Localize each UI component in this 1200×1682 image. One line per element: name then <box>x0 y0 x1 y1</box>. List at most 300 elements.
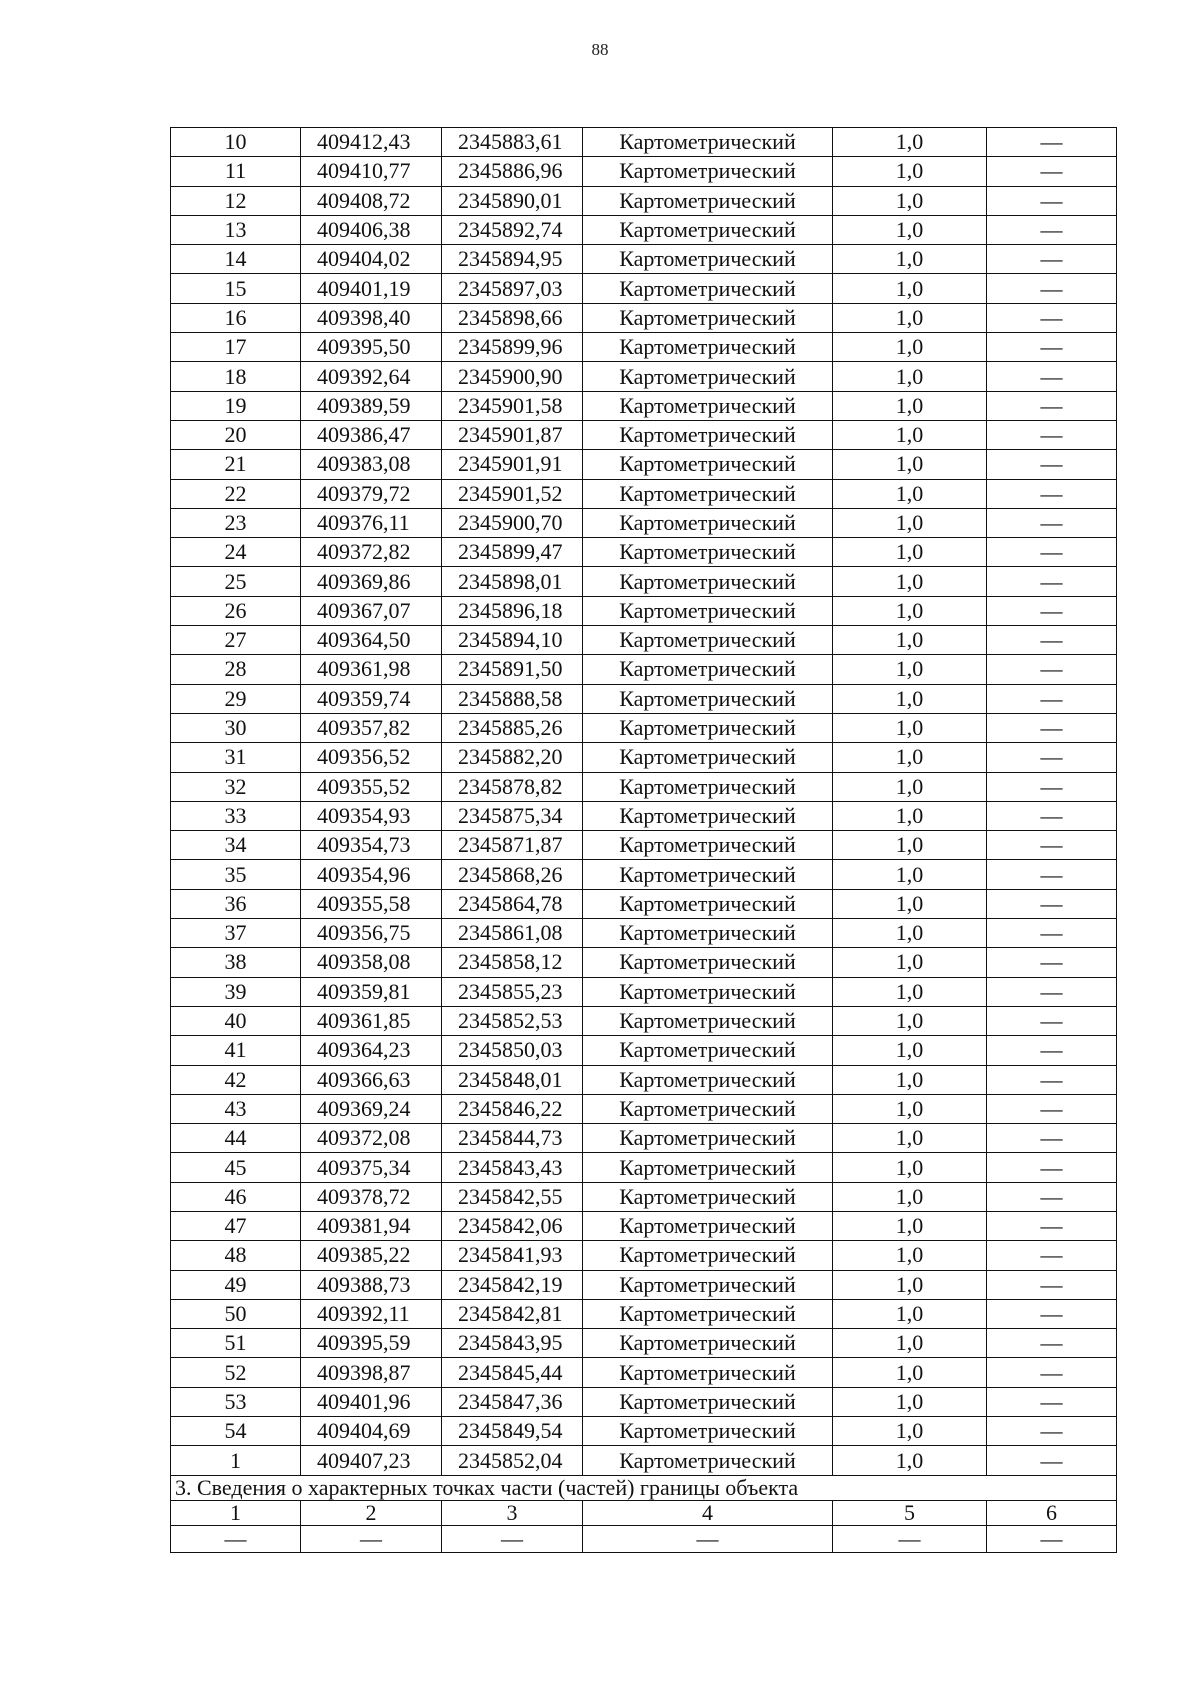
table-row <box>171 186 1117 215</box>
description: — <box>987 450 1117 479</box>
point-number: 20 <box>171 420 301 449</box>
description: — <box>987 801 1117 830</box>
accuracy: 1,0 <box>833 303 987 332</box>
description: — <box>987 1329 1117 1358</box>
accuracy: 1,0 <box>833 919 987 948</box>
accuracy: 1,0 <box>833 1036 987 1065</box>
accuracy: 1,0 <box>833 1241 987 1270</box>
description: — <box>987 889 1117 918</box>
coord-y: 2345871,87 <box>442 831 583 860</box>
accuracy: 1,0 <box>833 977 987 1006</box>
column-number: 6 <box>987 1500 1117 1525</box>
table-row <box>171 1094 1117 1123</box>
method: Картометрический <box>583 713 833 742</box>
method: Картометрический <box>583 743 833 772</box>
method: Картометрический <box>583 1153 833 1182</box>
coord-y: 2345843,95 <box>442 1329 583 1358</box>
coord-x: 409358,08 <box>301 948 442 977</box>
point-number: 41 <box>171 1036 301 1065</box>
table-row <box>171 1006 1117 1035</box>
method: Картометрический <box>583 1329 833 1358</box>
point-number: 39 <box>171 977 301 1006</box>
empty-cell: — <box>583 1525 833 1552</box>
coord-x: 409392,64 <box>301 362 442 391</box>
coord-y: 2345898,01 <box>442 567 583 596</box>
point-number: 28 <box>171 655 301 684</box>
method: Картометрический <box>583 1094 833 1123</box>
coord-y: 2345868,26 <box>442 860 583 889</box>
coord-x: 409364,23 <box>301 1036 442 1065</box>
method: Картометрический <box>583 977 833 1006</box>
method: Картометрический <box>583 1299 833 1328</box>
coord-y: 2345891,50 <box>442 655 583 684</box>
coord-y: 2345896,18 <box>442 596 583 625</box>
point-number: 48 <box>171 1241 301 1270</box>
description: — <box>987 1270 1117 1299</box>
coord-x: 409386,47 <box>301 420 442 449</box>
table-row <box>171 684 1117 713</box>
accuracy: 1,0 <box>833 860 987 889</box>
point-number: 35 <box>171 860 301 889</box>
point-number: 18 <box>171 362 301 391</box>
accuracy: 1,0 <box>833 245 987 274</box>
method: Картометрический <box>583 1211 833 1240</box>
accuracy: 1,0 <box>833 772 987 801</box>
coord-y: 2345846,22 <box>442 1094 583 1123</box>
accuracy: 1,0 <box>833 655 987 684</box>
section-3-empty-row <box>171 1525 1117 1552</box>
accuracy: 1,0 <box>833 1153 987 1182</box>
point-number: 21 <box>171 450 301 479</box>
coord-y: 2345888,58 <box>442 684 583 713</box>
coord-y: 2345850,03 <box>442 1036 583 1065</box>
method: Картометрический <box>583 1036 833 1065</box>
table-row <box>171 303 1117 332</box>
table-row <box>171 567 1117 596</box>
accuracy: 1,0 <box>833 186 987 215</box>
table-row <box>171 1329 1117 1358</box>
table-row <box>171 743 1117 772</box>
coord-x: 409398,87 <box>301 1358 442 1387</box>
description: — <box>987 508 1117 537</box>
coord-x: 409379,72 <box>301 479 442 508</box>
coord-y: 2345901,58 <box>442 391 583 420</box>
coord-y: 2345886,96 <box>442 157 583 186</box>
point-number: 26 <box>171 596 301 625</box>
coord-x: 409355,52 <box>301 772 442 801</box>
table-row <box>171 1446 1117 1475</box>
point-number: 32 <box>171 772 301 801</box>
table-row <box>171 801 1117 830</box>
table-row <box>171 157 1117 186</box>
coord-y: 2345898,66 <box>442 303 583 332</box>
accuracy: 1,0 <box>833 684 987 713</box>
method: Картометрический <box>583 889 833 918</box>
accuracy: 1,0 <box>833 948 987 977</box>
accuracy: 1,0 <box>833 1124 987 1153</box>
coord-y: 2345875,34 <box>442 801 583 830</box>
description: — <box>987 1182 1117 1211</box>
table-row <box>171 1241 1117 1270</box>
coord-y: 2345894,10 <box>442 626 583 655</box>
method: Картометрический <box>583 1417 833 1446</box>
table-row <box>171 1065 1117 1094</box>
coord-x: 409395,50 <box>301 333 442 362</box>
description: — <box>987 772 1117 801</box>
point-number: 12 <box>171 186 301 215</box>
table-row <box>171 889 1117 918</box>
point-number: 22 <box>171 479 301 508</box>
table-row <box>171 1153 1117 1182</box>
method: Картометрический <box>583 860 833 889</box>
method: Картометрический <box>583 362 833 391</box>
coord-x: 409356,75 <box>301 919 442 948</box>
point-number: 23 <box>171 508 301 537</box>
method: Картометрический <box>583 128 833 157</box>
column-number: 1 <box>171 1500 301 1525</box>
coord-x: 409366,63 <box>301 1065 442 1094</box>
coord-y: 2345883,61 <box>442 128 583 157</box>
coord-y: 2345852,04 <box>442 1446 583 1475</box>
description: — <box>987 567 1117 596</box>
coord-x: 409354,93 <box>301 801 442 830</box>
coord-y: 2345843,43 <box>442 1153 583 1182</box>
description: — <box>987 245 1117 274</box>
coord-x: 409364,50 <box>301 626 442 655</box>
coord-x: 409392,11 <box>301 1299 442 1328</box>
table-row <box>171 860 1117 889</box>
accuracy: 1,0 <box>833 1329 987 1358</box>
table-row <box>171 626 1117 655</box>
point-number: 34 <box>171 831 301 860</box>
coord-x: 409401,96 <box>301 1387 442 1416</box>
point-number: 13 <box>171 215 301 244</box>
coord-x: 409356,52 <box>301 743 442 772</box>
point-number: 15 <box>171 274 301 303</box>
table-row <box>171 450 1117 479</box>
coord-x: 409359,74 <box>301 684 442 713</box>
coord-x: 409398,40 <box>301 303 442 332</box>
method: Картометрический <box>583 655 833 684</box>
point-number: 50 <box>171 1299 301 1328</box>
coord-y: 2345894,95 <box>442 245 583 274</box>
coord-x: 409408,72 <box>301 186 442 215</box>
empty-cell: — <box>171 1525 301 1552</box>
description: — <box>987 1417 1117 1446</box>
coord-y: 2345841,93 <box>442 1241 583 1270</box>
description: — <box>987 420 1117 449</box>
point-number: 38 <box>171 948 301 977</box>
point-number: 46 <box>171 1182 301 1211</box>
coord-x: 409388,73 <box>301 1270 442 1299</box>
description: — <box>987 391 1117 420</box>
table-row <box>171 215 1117 244</box>
method: Картометрический <box>583 1387 833 1416</box>
accuracy: 1,0 <box>833 274 987 303</box>
coord-x: 409357,82 <box>301 713 442 742</box>
coord-x: 409406,38 <box>301 215 442 244</box>
table-row <box>171 391 1117 420</box>
accuracy: 1,0 <box>833 1417 987 1446</box>
column-number: 5 <box>833 1500 987 1525</box>
boundary-points-table <box>170 127 1117 1553</box>
point-number: 29 <box>171 684 301 713</box>
coord-x: 409404,02 <box>301 245 442 274</box>
coord-y: 2345900,90 <box>442 362 583 391</box>
coord-x: 409385,22 <box>301 1241 442 1270</box>
coord-y: 2345842,19 <box>442 1270 583 1299</box>
method: Картометрический <box>583 1124 833 1153</box>
coord-y: 2345845,44 <box>442 1358 583 1387</box>
point-number: 24 <box>171 538 301 567</box>
coord-y: 2345842,55 <box>442 1182 583 1211</box>
accuracy: 1,0 <box>833 333 987 362</box>
description: — <box>987 713 1117 742</box>
method: Картометрический <box>583 1358 833 1387</box>
description: — <box>987 1299 1117 1328</box>
coord-x: 409407,23 <box>301 1446 442 1475</box>
table-row <box>171 1270 1117 1299</box>
column-number: 2 <box>301 1500 442 1525</box>
accuracy: 1,0 <box>833 801 987 830</box>
point-number: 47 <box>171 1211 301 1240</box>
method: Картометрический <box>583 157 833 186</box>
description: — <box>987 128 1117 157</box>
coord-x: 409410,77 <box>301 157 442 186</box>
coord-x: 409369,86 <box>301 567 442 596</box>
point-number: 11 <box>171 157 301 186</box>
table-row <box>171 362 1117 391</box>
description: — <box>987 274 1117 303</box>
description: — <box>987 186 1117 215</box>
description: — <box>987 479 1117 508</box>
accuracy: 1,0 <box>833 889 987 918</box>
coord-y: 2345901,91 <box>442 450 583 479</box>
accuracy: 1,0 <box>833 743 987 772</box>
coord-x: 409367,07 <box>301 596 442 625</box>
method: Картометрический <box>583 391 833 420</box>
point-number: 42 <box>171 1065 301 1094</box>
coord-y: 2345892,74 <box>442 215 583 244</box>
coord-y: 2345900,70 <box>442 508 583 537</box>
coord-x: 409404,69 <box>301 1417 442 1446</box>
point-number: 54 <box>171 1417 301 1446</box>
point-number: 36 <box>171 889 301 918</box>
point-number: 53 <box>171 1387 301 1416</box>
point-number: 30 <box>171 713 301 742</box>
accuracy: 1,0 <box>833 626 987 655</box>
table-row <box>171 977 1117 1006</box>
table-row <box>171 596 1117 625</box>
description: — <box>987 333 1117 362</box>
description: — <box>987 1006 1117 1035</box>
accuracy: 1,0 <box>833 450 987 479</box>
point-number: 40 <box>171 1006 301 1035</box>
description: — <box>987 596 1117 625</box>
accuracy: 1,0 <box>833 1270 987 1299</box>
method: Картометрический <box>583 274 833 303</box>
coord-x: 409401,19 <box>301 274 442 303</box>
method: Картометрический <box>583 1270 833 1299</box>
accuracy: 1,0 <box>833 567 987 596</box>
table-row <box>171 420 1117 449</box>
method: Картометрический <box>583 186 833 215</box>
description: — <box>987 1211 1117 1240</box>
table-row <box>171 128 1117 157</box>
coord-y: 2345885,26 <box>442 713 583 742</box>
point-number: 14 <box>171 245 301 274</box>
accuracy: 1,0 <box>833 1387 987 1416</box>
coord-y: 2345842,81 <box>442 1299 583 1328</box>
accuracy: 1,0 <box>833 479 987 508</box>
table-row <box>171 919 1117 948</box>
description: — <box>987 977 1117 1006</box>
coord-x: 409361,98 <box>301 655 442 684</box>
coord-x: 409375,34 <box>301 1153 442 1182</box>
accuracy: 1,0 <box>833 1006 987 1035</box>
coord-x: 409395,59 <box>301 1329 442 1358</box>
description: — <box>987 1065 1117 1094</box>
accuracy: 1,0 <box>833 1182 987 1211</box>
method: Картометрический <box>583 333 833 362</box>
coord-y: 2345861,08 <box>442 919 583 948</box>
point-number: 44 <box>171 1124 301 1153</box>
description: — <box>987 303 1117 332</box>
accuracy: 1,0 <box>833 128 987 157</box>
method: Картометрический <box>583 1446 833 1475</box>
method: Картометрический <box>583 215 833 244</box>
column-number: 4 <box>583 1500 833 1525</box>
table-row <box>171 538 1117 567</box>
method: Картометрический <box>583 801 833 830</box>
method: Картометрический <box>583 538 833 567</box>
description: — <box>987 1446 1117 1475</box>
empty-cell: — <box>442 1525 583 1552</box>
coord-x: 409359,81 <box>301 977 442 1006</box>
point-number: 31 <box>171 743 301 772</box>
table-row <box>171 479 1117 508</box>
coord-x: 409361,85 <box>301 1006 442 1035</box>
accuracy: 1,0 <box>833 1446 987 1475</box>
empty-cell: — <box>833 1525 987 1552</box>
point-number: 33 <box>171 801 301 830</box>
coord-x: 409381,94 <box>301 1211 442 1240</box>
empty-cell: — <box>301 1525 442 1552</box>
method: Картометрический <box>583 303 833 332</box>
method: Картометрический <box>583 567 833 596</box>
page-number: 88 <box>591 40 609 59</box>
description: — <box>987 919 1117 948</box>
description: — <box>987 655 1117 684</box>
coord-y: 2345864,78 <box>442 889 583 918</box>
coord-x: 409389,59 <box>301 391 442 420</box>
accuracy: 1,0 <box>833 508 987 537</box>
method: Картометрический <box>583 1241 833 1270</box>
method: Картометрический <box>583 245 833 274</box>
table-row <box>171 1299 1117 1328</box>
method: Картометрический <box>583 948 833 977</box>
table-row <box>171 1124 1117 1153</box>
coord-y: 2345899,47 <box>442 538 583 567</box>
description: — <box>987 1153 1117 1182</box>
description: — <box>987 948 1117 977</box>
method: Картометрический <box>583 772 833 801</box>
coord-x: 409383,08 <box>301 450 442 479</box>
point-number: 51 <box>171 1329 301 1358</box>
method: Картометрический <box>583 684 833 713</box>
point-number: 19 <box>171 391 301 420</box>
accuracy: 1,0 <box>833 1094 987 1123</box>
coord-y: 2345858,12 <box>442 948 583 977</box>
column-number-row <box>171 1500 1117 1525</box>
description: — <box>987 1387 1117 1416</box>
method: Картометрический <box>583 450 833 479</box>
point-number: 52 <box>171 1358 301 1387</box>
method: Картометрический <box>583 831 833 860</box>
coord-x: 409376,11 <box>301 508 442 537</box>
method: Картометрический <box>583 919 833 948</box>
accuracy: 1,0 <box>833 1065 987 1094</box>
coord-y: 2345849,54 <box>442 1417 583 1446</box>
description: — <box>987 362 1117 391</box>
table-row <box>171 333 1117 362</box>
description: — <box>987 831 1117 860</box>
coord-y: 2345842,06 <box>442 1211 583 1240</box>
accuracy: 1,0 <box>833 215 987 244</box>
description: — <box>987 743 1117 772</box>
coord-y: 2345844,73 <box>442 1124 583 1153</box>
method: Картометрический <box>583 596 833 625</box>
description: — <box>987 1358 1117 1387</box>
coord-x: 409369,24 <box>301 1094 442 1123</box>
coord-y: 2345901,87 <box>442 420 583 449</box>
method: Картометрический <box>583 508 833 537</box>
description: — <box>987 157 1117 186</box>
point-number: 16 <box>171 303 301 332</box>
point-number: 37 <box>171 919 301 948</box>
accuracy: 1,0 <box>833 713 987 742</box>
description: — <box>987 626 1117 655</box>
coord-y: 2345855,23 <box>442 977 583 1006</box>
accuracy: 1,0 <box>833 362 987 391</box>
coord-y: 2345901,52 <box>442 479 583 508</box>
description: — <box>987 215 1117 244</box>
point-number: 49 <box>171 1270 301 1299</box>
table-row <box>171 831 1117 860</box>
table-row <box>171 1036 1117 1065</box>
accuracy: 1,0 <box>833 831 987 860</box>
section-3-title-row <box>171 1475 1117 1500</box>
accuracy: 1,0 <box>833 420 987 449</box>
table-row <box>171 1211 1117 1240</box>
table-row <box>171 948 1117 977</box>
point-number: 25 <box>171 567 301 596</box>
table-row <box>171 1182 1117 1211</box>
table-row <box>171 245 1117 274</box>
point-number: 10 <box>171 128 301 157</box>
accuracy: 1,0 <box>833 157 987 186</box>
description: — <box>987 1036 1117 1065</box>
method: Картометрический <box>583 479 833 508</box>
point-number: 43 <box>171 1094 301 1123</box>
description: — <box>987 1124 1117 1153</box>
table-row <box>171 1358 1117 1387</box>
point-number: 45 <box>171 1153 301 1182</box>
coord-y: 2345882,20 <box>442 743 583 772</box>
column-number: 3 <box>442 1500 583 1525</box>
method: Картометрический <box>583 420 833 449</box>
table-row <box>171 1417 1117 1446</box>
